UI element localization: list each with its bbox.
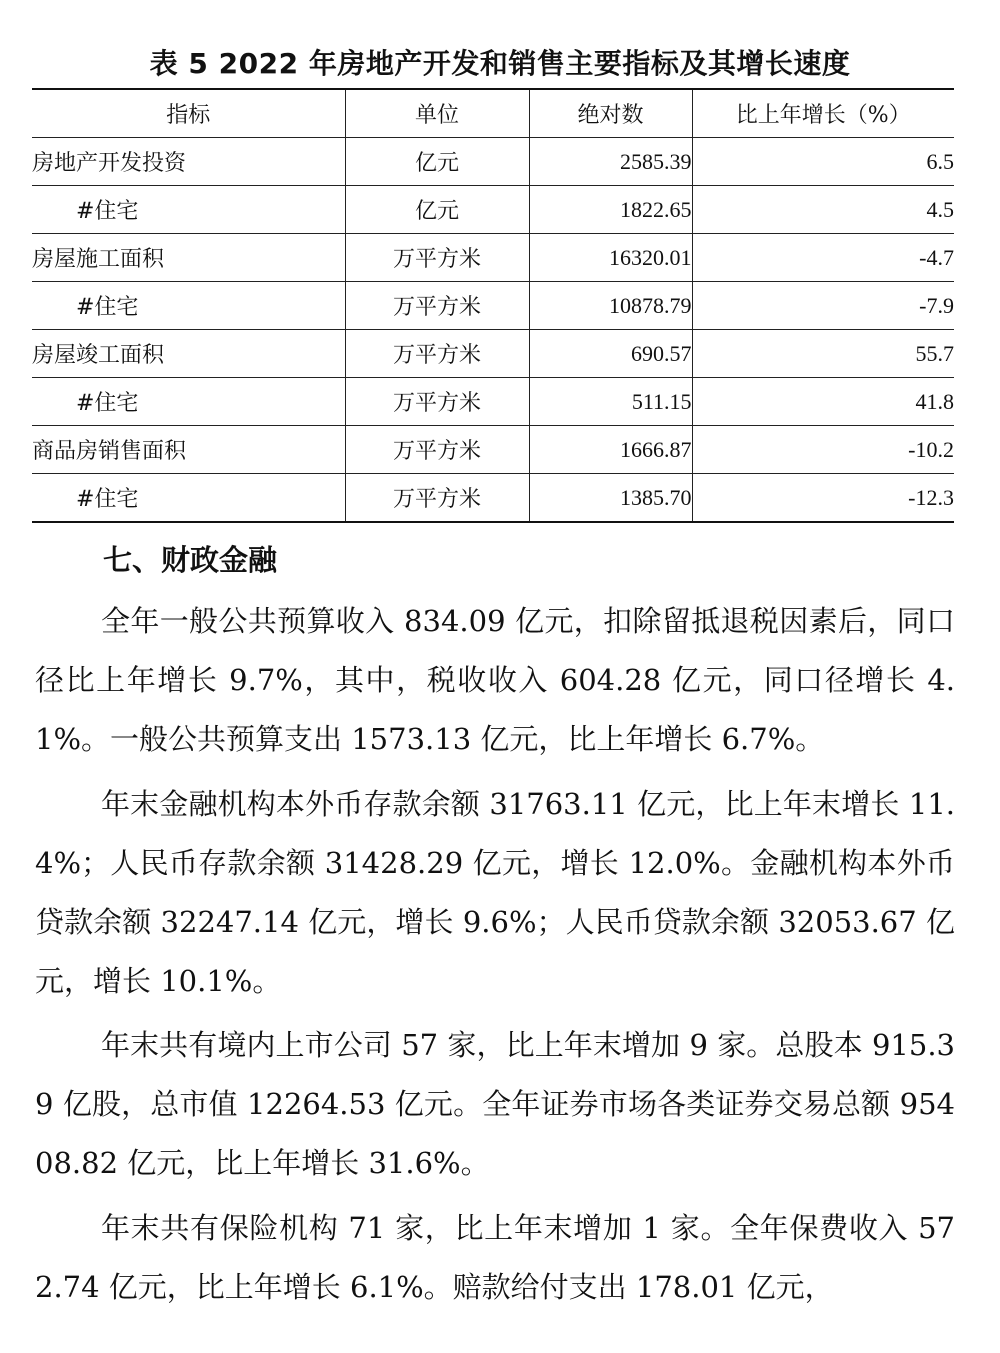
indicator-unit: 万平方米: [345, 330, 529, 378]
indicator-name: #住宅: [32, 282, 345, 330]
indicator-value: 1822.65: [529, 186, 692, 234]
indicator-growth: 4.5: [692, 186, 954, 234]
indicator-unit: 万平方米: [345, 474, 529, 523]
indicator-growth: 6.5: [692, 138, 954, 186]
column-header-unit: 单位: [345, 89, 529, 138]
indicator-growth: -4.7: [692, 234, 954, 282]
paragraph-insurance: 年末共有保险机构 71 家，比上年末增加 1 家。全年保费收入 572.74 亿元，比上年增长 6.1%。赔款给付支出 178.01 亿元，: [35, 1211, 955, 1304]
indicator-unit: 万平方米: [345, 426, 529, 474]
paragraph-deposits-loans: 年末金融机构本外币存款余额 31763.11 亿元，比上年末增长 11.4%；人民币存款余额 31428.29 亿元，增长 12.0%。金融机构本外币贷款余额 32247.14 亿元，增长 9.6%；人民币贷款余额 32053.67 亿元，增长 10.1%。: [35, 787, 955, 998]
indicator-unit: 万平方米: [345, 282, 529, 330]
paragraph-fiscal-revenue: 全年一般公共预算收入 834.09 亿元，扣除留抵退税因素后，同口径比上年增长 9.7%，其中，税收收入 604.28 亿元，同口径增长 4.1%。一般公共预算支出 1573.13 亿元，比上年增长 6.7%。: [35, 604, 955, 756]
column-header-indicator: 指标: [32, 89, 345, 138]
indicator-value: 1385.70: [529, 474, 692, 523]
indicator-name: 商品房销售面积: [32, 426, 345, 474]
real-estate-indicators-table: [32, 88, 954, 523]
indicator-growth: -7.9: [692, 282, 954, 330]
table-row: [32, 234, 954, 282]
indicator-value: 10878.79: [529, 282, 692, 330]
paragraph-securities: 年末共有境内上市公司 57 家，比上年末增加 9 家。总股本 915.39 亿股，总市值 12264.53 亿元。全年证券市场各类证券交易总额 95408.82 亿元，比上年增长 31.6%。: [35, 1028, 955, 1180]
table-row: [32, 330, 954, 378]
indicator-unit: 亿元: [345, 186, 529, 234]
indicator-growth: -10.2: [692, 426, 954, 474]
table-row: [32, 138, 954, 186]
indicator-unit: 万平方米: [345, 378, 529, 426]
indicator-name: 房屋竣工面积: [32, 330, 345, 378]
indicator-growth: 41.8: [692, 378, 954, 426]
indicator-value: 16320.01: [529, 234, 692, 282]
indicator-value: 511.15: [529, 378, 692, 426]
indicator-name: #住宅: [32, 474, 345, 523]
column-header-growth: 比上年增长（%）: [692, 89, 954, 138]
table-row: [32, 474, 954, 523]
indicator-growth: -12.3: [692, 474, 954, 523]
indicator-name: 房屋施工面积: [32, 234, 345, 282]
indicator-value: 1666.87: [529, 426, 692, 474]
indicator-name: 房地产开发投资: [32, 138, 345, 186]
table-row: [32, 426, 954, 474]
table-row: [32, 378, 954, 426]
indicator-growth: 55.7: [692, 330, 954, 378]
indicator-value: 690.57: [529, 330, 692, 378]
column-header-absolute-value: 绝对数: [529, 89, 692, 138]
indicator-name: #住宅: [32, 378, 345, 426]
table-header-row: [32, 89, 954, 138]
indicator-name: #住宅: [32, 186, 345, 234]
section-heading: 七、财政金融: [103, 543, 278, 577]
table-title: 表 5 2022 年房地产开发和销售主要指标及其增长速度: [149, 47, 851, 80]
table-row: [32, 186, 954, 234]
table-row: [32, 282, 954, 330]
indicator-unit: 亿元: [345, 138, 529, 186]
indicator-unit: 万平方米: [345, 234, 529, 282]
indicator-value: 2585.39: [529, 138, 692, 186]
